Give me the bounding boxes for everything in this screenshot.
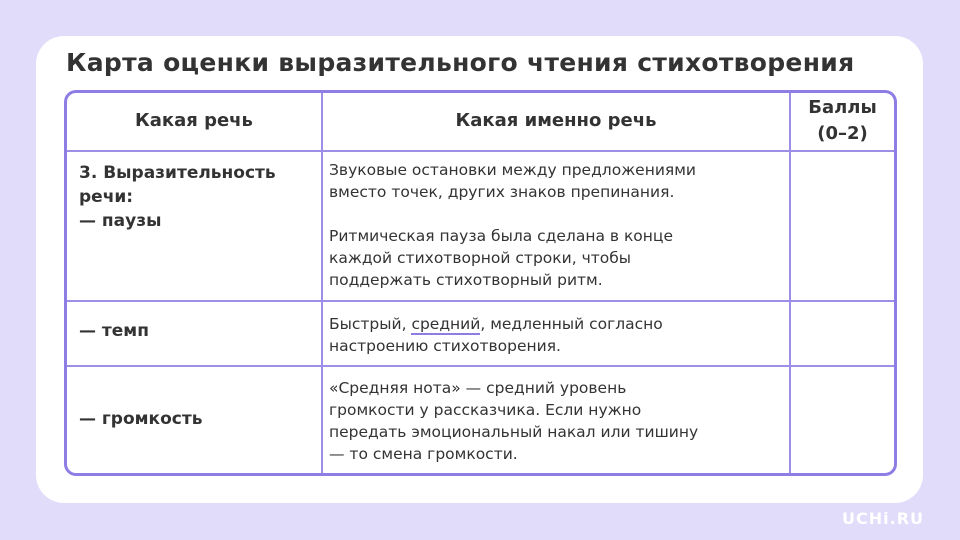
desc-line: передать эмоциональный накал или тишину bbox=[329, 423, 699, 441]
desc-line: — то смена громкости. bbox=[329, 445, 518, 463]
underlined-word: средний bbox=[411, 315, 481, 333]
desc-line: поддержать стихотворный ритм. bbox=[329, 271, 603, 289]
criterion-line: речи: bbox=[79, 187, 134, 207]
criterion-line: — паузы bbox=[79, 211, 162, 231]
criterion-line: 3. Выразительность bbox=[79, 163, 276, 183]
header-score bbox=[791, 95, 894, 147]
criterion-pauses bbox=[79, 161, 319, 233]
row-divider-header bbox=[67, 150, 894, 152]
desc-paragraph bbox=[329, 225, 785, 291]
header-kind-of-speech: Какая речь bbox=[135, 110, 253, 131]
uchi-logo: UCHi.RU bbox=[842, 509, 924, 528]
desc-line: каждой стихотворной строки, чтобы bbox=[329, 249, 632, 267]
score-cell-tempo[interactable] bbox=[791, 302, 894, 365]
desc-text: Быстрый, bbox=[329, 315, 412, 333]
description-pauses bbox=[329, 159, 785, 291]
desc-line: Звуковые остановки между предложениями bbox=[329, 161, 696, 179]
evaluation-table bbox=[64, 90, 897, 476]
desc-text: , медленный согласно bbox=[480, 315, 663, 333]
row-divider-2 bbox=[67, 365, 894, 367]
score-cell-pauses[interactable] bbox=[791, 152, 894, 300]
criterion-volume: — громкость bbox=[79, 409, 203, 429]
score-cell-volume[interactable] bbox=[791, 367, 894, 473]
desc-line: Ритмическая пауза была сделана в конце bbox=[329, 227, 674, 245]
header-score-line2: (0–2) bbox=[817, 123, 868, 144]
desc-line: громкости у рассказчика. Если нужно bbox=[329, 401, 642, 419]
page-title: Карта оценки выразительного чтения стихотворения bbox=[66, 48, 855, 77]
desc-line: вместо точек, других знаков препинания. bbox=[329, 183, 675, 201]
row-divider-1 bbox=[67, 300, 894, 302]
header-specific-speech: Какая именно речь bbox=[455, 110, 657, 131]
criterion-tempo: — темп bbox=[79, 321, 149, 341]
desc-paragraph bbox=[329, 159, 785, 203]
description-volume bbox=[329, 377, 785, 465]
description-tempo bbox=[329, 313, 785, 357]
desc-line: настроению стихотворения. bbox=[329, 337, 561, 355]
desc-line: «Средняя нота» — средний уровень bbox=[329, 379, 627, 397]
header-score-line1: Баллы bbox=[808, 97, 877, 118]
